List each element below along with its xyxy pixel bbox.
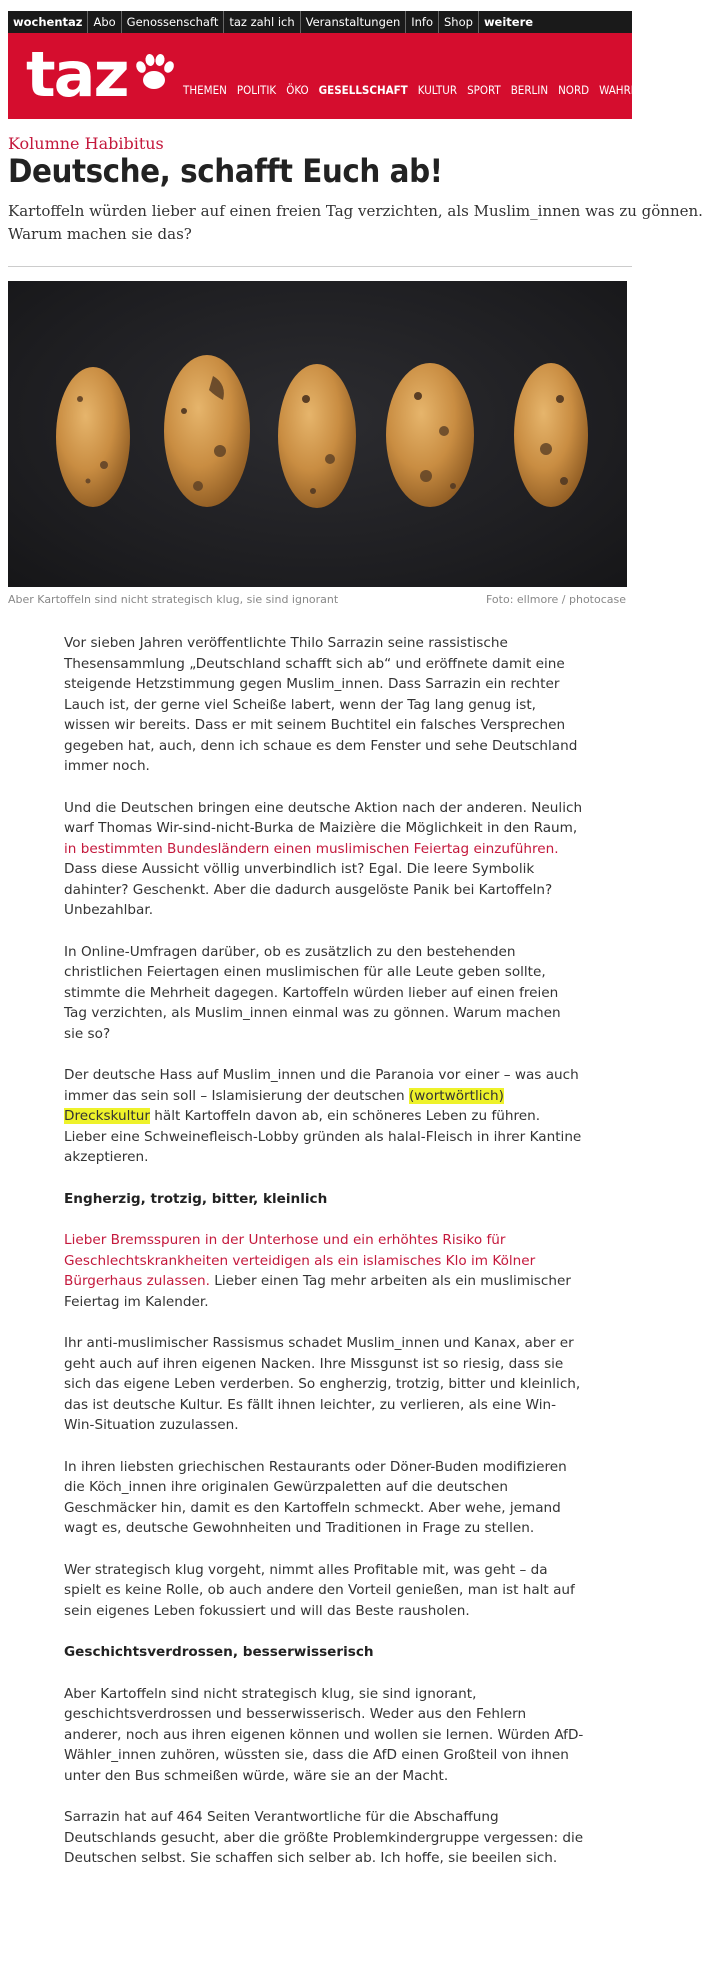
- paragraph: [64, 1065, 584, 1168]
- article-kicker[interactable]: Kolumne Habibitus: [8, 134, 164, 153]
- potato-1: [56, 367, 130, 507]
- paragraph-text: Der deutsche Hass auf Muslim_innen und die Paranoia vor einer – was auch immer das sein soll – Islamisierung der deutschen: [64, 1067, 579, 1104]
- article-title: Deutsche, schafft Euch ab!: [8, 152, 443, 190]
- nav-item-sport[interactable]: SPORT: [467, 83, 501, 97]
- nav-item-berlin[interactable]: BERLIN: [510, 83, 549, 97]
- nav-item-themen[interactable]: THEMEN: [183, 83, 227, 97]
- paragraph-text: Lieber einen Tag mehr arbeiten als ein muslimischer Feiertag im Kalender.: [64, 1273, 571, 1310]
- paw-logo-icon[interactable]: [132, 51, 178, 97]
- topbar-link-taz-zahl-ich[interactable]: taz zahl ich: [224, 11, 300, 33]
- photo-caption: Aber Kartoffeln sind nicht strategisch klug, sie sind ignorant: [8, 593, 339, 606]
- nav-item-wahrheit[interactable]: WAHRHEIT: [599, 83, 655, 97]
- potato-5: [514, 363, 588, 507]
- taz-logo[interactable]: taz: [26, 38, 128, 111]
- paragraph-text: hält Kartoffeln davon ab, ein schöneres Leben zu führen. Lieber eine Schweinefleisch-Lobby gründen als halal-Fleisch in ihrer Kantine akzeptieren.: [64, 1108, 582, 1165]
- paragraph: Wer strategisch klug vorgeht, nimmt alles Profitable mit, was geht – da spielt es keine Rolle, ob auch andere den Vorteil genießen, man ist halt auf sein eigenes Leben fokussiert und will das Beste rausholen.: [64, 1561, 575, 1619]
- teaser-line: Kartoffeln würden lieber auf einen freien Tag verzichten, als Muslim_innen was zu gönnen.: [8, 202, 703, 220]
- paragraph: [64, 1230, 584, 1312]
- topbar-link-wochentaz[interactable]: wochentaz: [8, 11, 88, 33]
- potato-4: [386, 363, 474, 507]
- paragraph: Vor sieben Jahren veröffentlichte Thilo Sarrazin seine rassistische Thesensammlung „Deutschland schafft sich ab“ und eröffnete damit eine steigende Hetzstimmung gegen Muslim_innen. Dass Sarrazin ein rechter Lauch ist, der gerne viel Scheiße labert, wenn der Tag lang genug ist, wissen wir bereits. Dass er mit seinem Buchtitel ein falsches Versprechen gegeben hat, auch, denn ich schaue es dem Fenster und sehe Deutschland immer noch.: [64, 635, 578, 774]
- highlighted-text: (wortwörtlich) Dreckskultur: [64, 1087, 504, 1124]
- koelner-buergerhaus-link[interactable]: Lieber Bremsspuren in der Unterhose und ein erhöhtes Risiko für Geschlechtskrankheiten verteidigen als ein islamisches Klo im Kölner Bürgerhaus zulassen.: [64, 1232, 536, 1289]
- article-body: [64, 633, 584, 1890]
- paragraph-text: Und die Deutschen bringen eine deutsche Aktion nach der anderen. Neulich warf Thomas Wir-sind-nicht-Burka de Maizière die Möglichkeit in den Raum,: [64, 799, 583, 836]
- nav-item-gesellschaft[interactable]: GESELLSCHAFT: [318, 83, 408, 97]
- paragraph: [64, 798, 584, 921]
- topbar-link-abo[interactable]: Abo: [88, 11, 121, 33]
- potato-3: [278, 364, 356, 508]
- nav-item-oeko[interactable]: ÖKO: [286, 83, 309, 97]
- article-teaser: [8, 200, 703, 246]
- nav-item-politik[interactable]: POLITIK: [236, 83, 277, 97]
- article-photo[interactable]: [8, 281, 627, 587]
- paragraph: Ihr anti-muslimischer Rassismus schadet Muslim_innen und Kanax, aber er geht auch auf ihren eigenen Nacken. Ihre Missgunst ist so riesig, dass sie sich das eigene Leben verderben. So engherzig, trotzig, bitter und kleinlich, das ist deutsche Kultur. Es fällt ihnen leichter, zu verlieren, als eine Win-Win-Situation zuzulassen.: [64, 1335, 581, 1433]
- topbar-link-info[interactable]: Info: [406, 11, 439, 33]
- photo-credit: Foto: ellmore / photocase: [486, 593, 626, 606]
- potato-2: [164, 355, 250, 507]
- top-utility-bar: [8, 11, 632, 33]
- subheading: Engherzig, trotzig, bitter, kleinlich: [64, 1190, 328, 1207]
- paragraph: Sarrazin hat auf 464 Seiten Verantwortliche für die Abschaffung Deutschlands gesucht, aber die größte Problemkindergruppe vergessen: die Deutschen selbst. Sie schaffen sich selber ab. Ich hoffe, sie beeilen sich.: [64, 1809, 584, 1866]
- potatoes-image: [8, 281, 627, 587]
- topbar-link-genossenschaft[interactable]: Genossenschaft: [122, 11, 225, 33]
- nav-item-kultur[interactable]: KULTUR: [417, 83, 458, 97]
- feiertag-link[interactable]: in bestimmten Bundesländern einen muslimischen Feiertag einzuführen.: [64, 840, 559, 857]
- paragraph: In ihren liebsten griechischen Restaurants oder Döner-Buden modifizieren die Köch_innen ihre originalen Gewürzpaletten auf die deutschen Geschmäcker hin, damit es den Kartoffeln schmeckt. Aber wehe, jemand wagt es, deutsche Gewohnheiten und Traditionen in Frage zu stellen.: [64, 1458, 567, 1536]
- topbar-link-shop[interactable]: Shop: [439, 11, 479, 33]
- topbar-link-veranstaltungen[interactable]: Veranstaltungen: [301, 11, 407, 33]
- paragraph: In Online-Umfragen darüber, ob es zusätzlich zu den bestehenden christlichen Feiertagen einen muslimischen für alle Leute geben sollte, stimmte die Mehrheit dagegen. Kartoffeln würden lieber auf einen freien Tag verzichten, als Muslim_innen einmal was zu gönnen. Warum machen sie so?: [64, 943, 561, 1042]
- nav-item-nord[interactable]: NORD: [558, 83, 590, 97]
- main-nav: [178, 83, 659, 97]
- teaser-line: Warum machen sie das?: [8, 225, 192, 243]
- paragraph: Aber Kartoffeln sind nicht strategisch klug, sie sind ignorant, geschichtsverdrossen und besserwisserisch. Weder aus den Fehlern anderer, noch aus ihren eigenen können und wollen sie lernen. Würden AfD-Wähler_innen zuhören, wüssten sie, dass die AfD einen Großteil von ihnen unter den Bus schmeißen würde, wäre sie an der Macht.: [64, 1685, 584, 1784]
- divider: [8, 266, 632, 267]
- masthead: [8, 33, 655, 119]
- topbar-link-weitere[interactable]: weitere: [483, 15, 534, 29]
- subheading: Geschichtsverdrossen, besserwisserisch: [64, 1644, 374, 1660]
- paragraph-text: Dass diese Aussicht völlig unverbindlich ist? Egal. Die leere Symbolik dahinter? Geschenkt. Aber die dadurch ausgelöste Panik bei Kartoffeln? Unbezahlbar.: [64, 861, 553, 918]
